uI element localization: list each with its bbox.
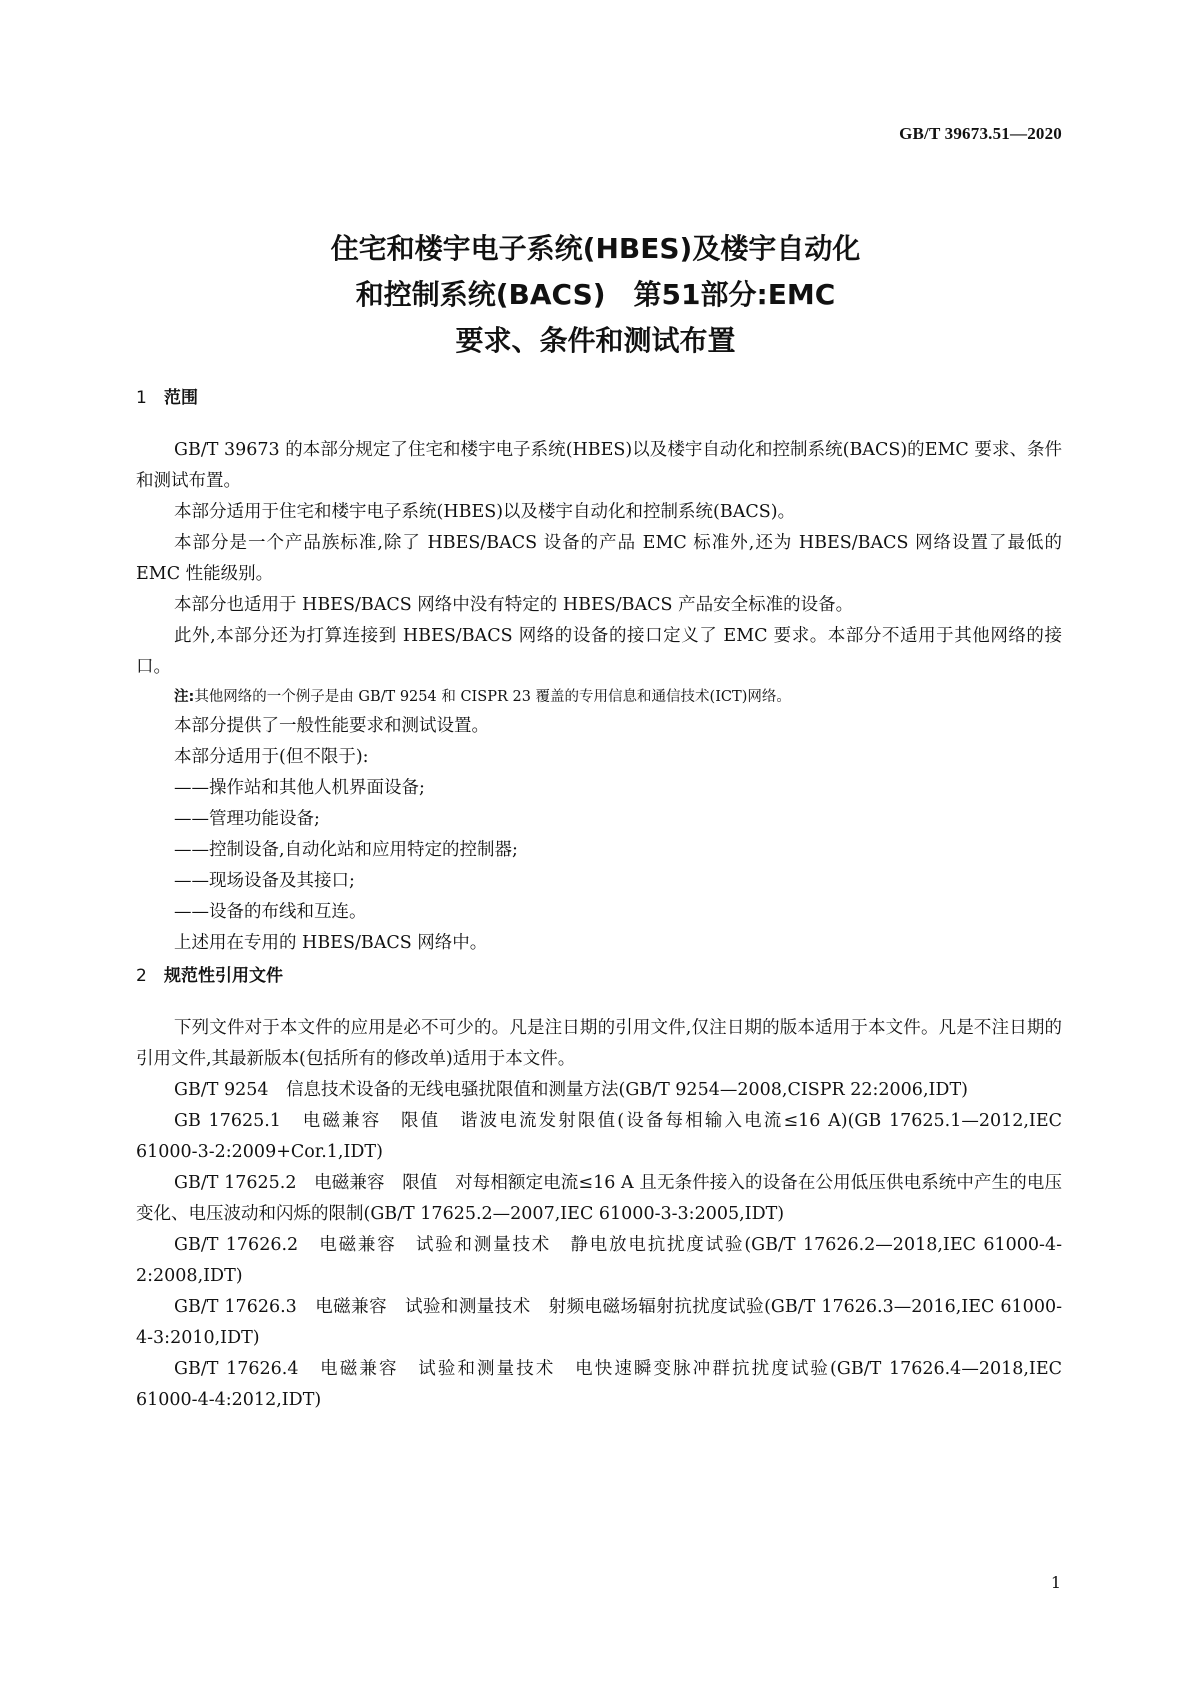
paragraph: 上述用在专用的 HBES/BACS 网络中。 — [174, 933, 488, 953]
paragraph: 本部分也适用于 HBES/BACS 网络中没有特定的 HBES/BACS 产品安全标准的设备。 — [174, 595, 854, 615]
list-item: ——控制设备,自动化站和应用特定的控制器; — [174, 840, 518, 860]
section-1-heading — [136, 383, 198, 408]
reference-item: GB/T 17625.2 电磁兼容 限值 对每相额定电流≤16 A 且无条件接入的设备在公用低压供电系统中产生的电压变化、电压波动和闪烁的限制(GB/T 17625.2—2007,IEC 61000-3-3:2005,IDT) — [136, 1173, 1062, 1224]
section-1-title: 范围 — [164, 388, 198, 408]
list-item: ——管理功能设备; — [174, 809, 320, 829]
section-1-number: 1 — [136, 388, 147, 408]
paragraph: 本部分提供了一般性能要求和测试设置。 — [174, 716, 489, 736]
section-2-title: 规范性引用文件 — [164, 966, 283, 986]
title-line-1: 住宅和楼宇电子系统(HBES)及楼宇自动化 — [330, 232, 861, 265]
reference-item: GB/T 17626.4 电磁兼容 试验和测量技术 电快速瞬变脉冲群抗扰度试验(GB/T 17626.4—2018,IEC 61000-4-4:2012,IDT) — [136, 1359, 1062, 1410]
reference-item: GB 17625.1 电磁兼容 限值 谐波电流发射限值(设备每相输入电流≤16 A)(GB 17625.1—2012,IEC 61000-3-2:2009+Cor.1,IDT) — [136, 1111, 1062, 1162]
paragraph: 本部分适用于住宅和楼宇电子系统(HBES)以及楼宇自动化和控制系统(BACS)。 — [174, 502, 796, 522]
reference-item: GB/T 9254 信息技术设备的无线电骚扰限值和测量方法(GB/T 9254—2008,CISPR 22:2006,IDT) — [174, 1080, 968, 1100]
title-line-2: 和控制系统(BACS) 第51部分:EMC — [355, 278, 836, 311]
reference-item: GB/T 17626.3 电磁兼容 试验和测量技术 射频电磁场辐射抗扰度试验(GB/T 17626.3—2016,IEC 61000-4-3:2010,IDT) — [136, 1297, 1062, 1348]
note-label: 注: — [174, 689, 195, 705]
reference-item: GB/T 17626.2 电磁兼容 试验和测量技术 静电放电抗扰度试验(GB/T 17626.2—2018,IEC 61000-4-2:2008,IDT) — [136, 1235, 1062, 1286]
note — [136, 683, 1062, 711]
paragraph: 下列文件对于本文件的应用是必不可少的。凡是注日期的引用文件,仅注日期的版本适用于本文件。凡是不注日期的引用文件,其最新版本(包括所有的修改单)适用于本文件。 — [136, 1018, 1062, 1069]
section-2-body — [136, 1013, 1062, 1416]
paragraph: 本部分是一个产品族标准,除了 HBES/BACS 设备的产品 EMC 标准外,还为 HBES/BACS 网络设置了最低的 EMC 性能级别。 — [136, 533, 1062, 584]
list-item: ——现场设备及其接口; — [174, 871, 355, 891]
list-item: ——操作站和其他人机界面设备; — [174, 778, 425, 798]
list-item: ——设备的布线和互连。 — [174, 902, 367, 922]
section-2-heading — [136, 961, 283, 986]
page-number: 1 — [1050, 1573, 1061, 1592]
title-line-3: 要求、条件和测试布置 — [455, 324, 736, 357]
document-title — [0, 226, 1191, 364]
paragraph: GB/T 39673 的本部分规定了住宅和楼宇电子系统(HBES)以及楼宇自动化和控制系统(BACS)的EMC 要求、条件和测试布置。 — [136, 440, 1062, 491]
standard-number: GB/T 39673.51—2020 — [899, 124, 1062, 143]
section-1-body — [136, 435, 1062, 959]
paragraph: 本部分适用于(但不限于): — [174, 747, 369, 767]
paragraph: 此外,本部分还为打算连接到 HBES/BACS 网络的设备的接口定义了 EMC 要求。本部分不适用于其他网络的接口。 — [136, 626, 1062, 677]
section-2-number: 2 — [136, 966, 147, 986]
note-text: 其他网络的一个例子是由 GB/T 9254 和 CISPR 23 覆盖的专用信息和通信技术(ICT)网络。 — [194, 689, 791, 705]
